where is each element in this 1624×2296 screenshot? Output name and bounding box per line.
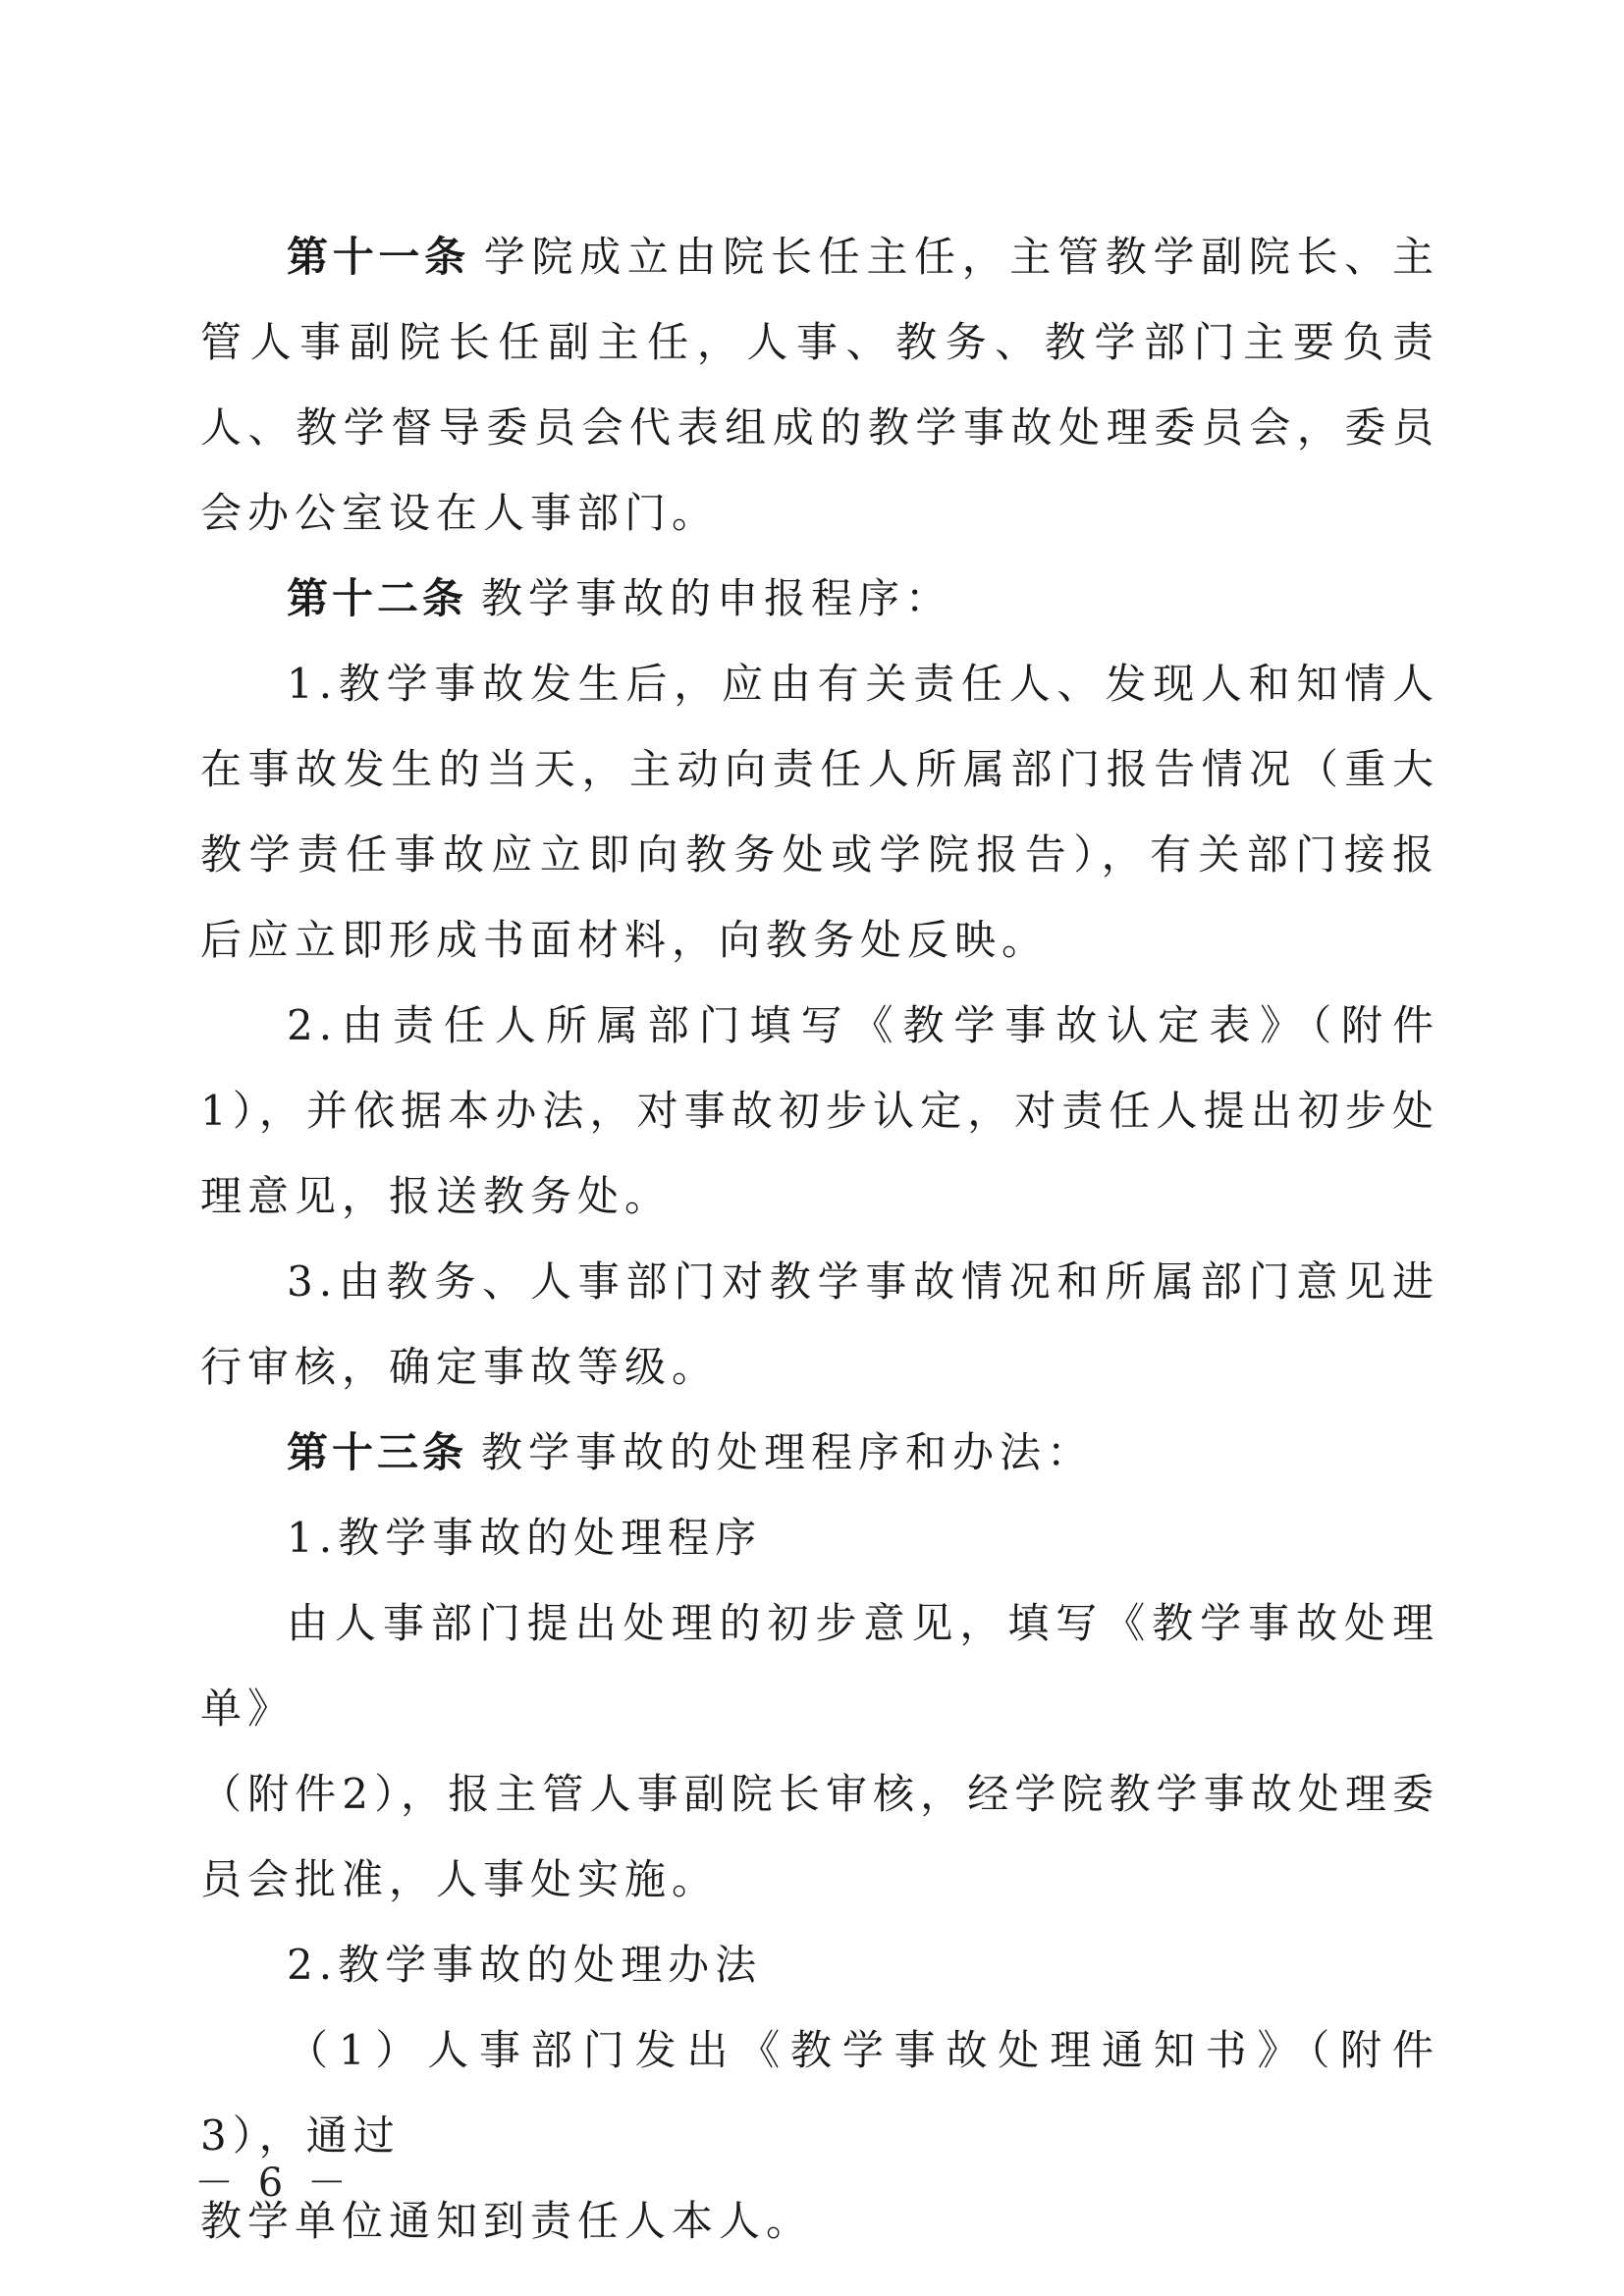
article-12-paragraph xyxy=(200,556,1439,641)
article-11-paragraph xyxy=(200,214,1439,556)
article-13-sub2-title: 2.教学事故的处理办法 xyxy=(287,1941,763,1989)
article-13-sub1-body-rest: （附件2），报主管人事副院长审核，经学院教学事故处理委员会批准，人事处实施。 xyxy=(200,1770,1439,1903)
article-13-paragraph xyxy=(200,1410,1439,1495)
article-13-sub2-item1-start: （1）人事部门发出《教学事故处理通知书》（附件3），通过 xyxy=(200,2026,1439,2160)
article-12-item-3: 3.由教务、人事部门对教学事故情况和所属部门意见进行审核，确定事故等级。 xyxy=(200,1257,1439,1391)
article-13-sub1-title: 1.教学事故的处理程序 xyxy=(287,1514,763,1562)
article-13-text: 教学事故的处理程序和办法： xyxy=(481,1428,1095,1476)
article-12-heading: 第十二条 xyxy=(287,574,468,622)
article-12-item-2: 2.由责任人所属部门填写《教学事故认定表》（附件1），并依据本办法，对事故初步认定，对责任人提出初步处理意见，报送教务处。 xyxy=(200,1001,1439,1220)
article-13-heading: 第十三条 xyxy=(287,1428,468,1476)
article-11-heading: 第十一条 xyxy=(287,233,470,281)
article-13-sub1-body-start: 由人事部门提出处理的初步意见，填写《教学事故处理单》 xyxy=(200,1599,1439,1733)
article-12-text: 教学事故的申报程序： xyxy=(481,574,953,622)
article-11-text: 学院成立由院长任主任，主管教学副院长、主管人事副院长任副主任，人事、教务、教学部门主要负责人、教学督导委员会代表组成的教学事故处理委员会，委员会办公室设在人事部门。 xyxy=(200,233,1439,537)
page-number: － 6 － xyxy=(194,2161,352,2206)
article-13-sub2-item1-rest: 教学单位通知到责任人本人。 xyxy=(200,2197,814,2245)
article-12-item-1: 1.教学事故发生后，应由有关责任人、发现人和知情人在事故发生的当天，主动向责任人所属部门报告情况（重大教学责任事故应立即向教务处或学院报告），有关部门接报后应立即形成书面材料，向教务处反映。 xyxy=(200,660,1439,964)
document-page xyxy=(200,214,1439,2264)
